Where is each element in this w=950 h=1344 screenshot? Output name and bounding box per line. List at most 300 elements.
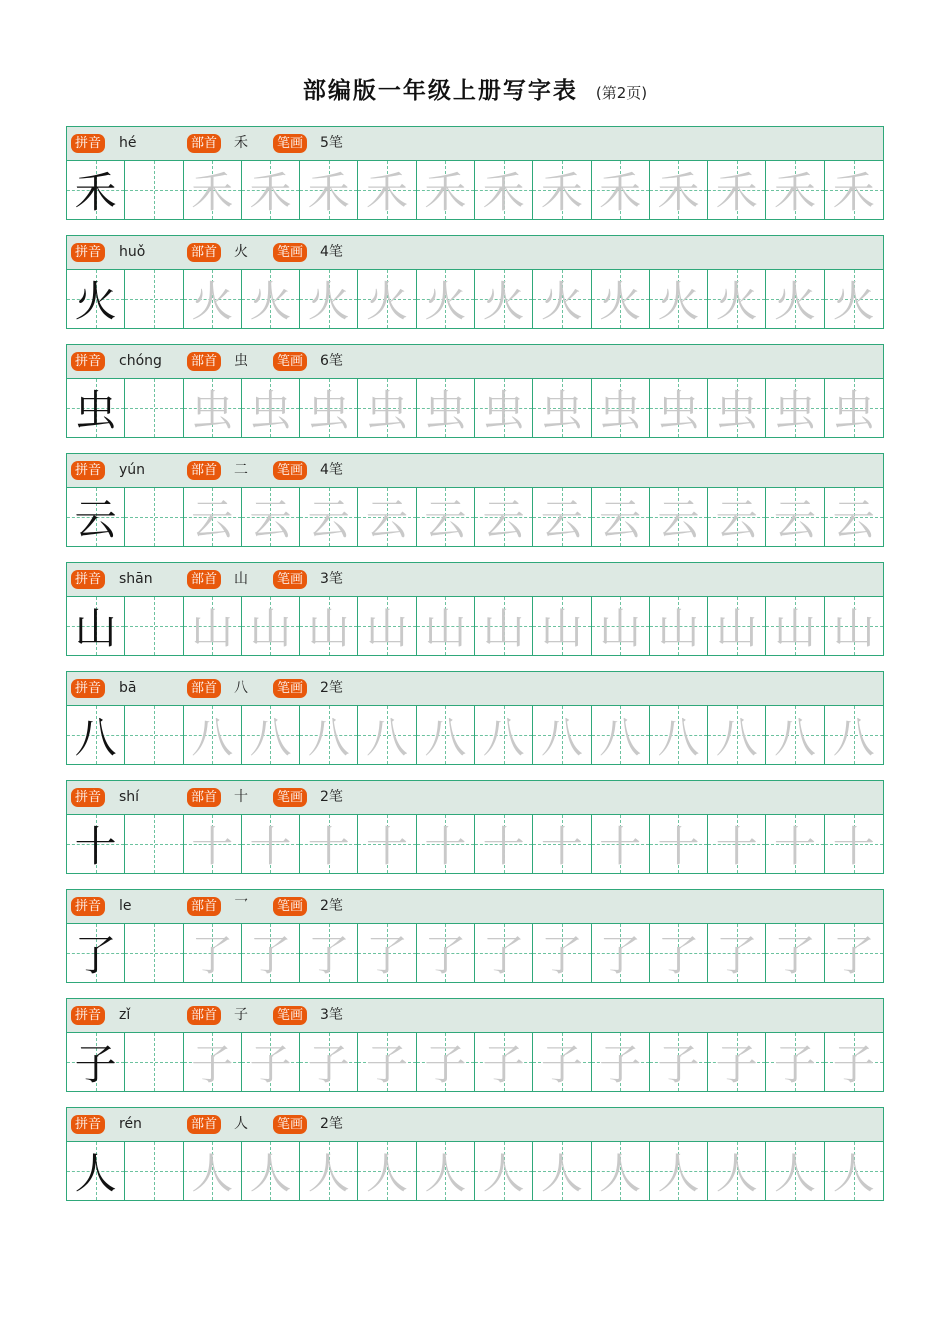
radical-value: 子 <box>234 1007 248 1023</box>
trace-character: 了 <box>715 931 758 980</box>
tracing-cell[interactable] <box>358 1033 416 1091</box>
tracing-cell[interactable] <box>592 706 650 764</box>
radical-value: 禾 <box>234 135 248 151</box>
strokes-value: 2笔 <box>320 680 343 696</box>
model-character-cell <box>67 1033 125 1091</box>
tracing-cell[interactable] <box>592 597 650 655</box>
radical-value: 乛 <box>234 898 248 914</box>
tracing-cell[interactable] <box>125 1033 183 1091</box>
tracing-cell[interactable] <box>825 815 883 873</box>
character-block <box>66 780 884 874</box>
tracing-cell[interactable] <box>184 924 242 982</box>
trace-character: 八 <box>599 713 642 762</box>
tracing-cell[interactable] <box>300 488 358 546</box>
tracing-cell[interactable] <box>125 706 183 764</box>
trace-character: 虫 <box>249 386 292 435</box>
tracing-cell[interactable] <box>650 488 708 546</box>
tracing-cell[interactable] <box>708 1033 766 1091</box>
trace-character: 八 <box>540 713 583 762</box>
trace-character: 八 <box>774 713 817 762</box>
trace-character: 禾 <box>774 168 817 217</box>
trace-character: 人 <box>599 1149 642 1198</box>
strokes-tag: 笔画 <box>273 897 307 916</box>
tracing-cell[interactable] <box>358 161 416 219</box>
trace-character: 虫 <box>191 386 234 435</box>
radical-tag: 部首 <box>187 134 221 153</box>
tracing-cell[interactable] <box>766 597 824 655</box>
tracing-cell[interactable] <box>650 815 708 873</box>
character-block <box>66 562 884 656</box>
trace-character: 了 <box>424 931 467 980</box>
tracing-cell[interactable] <box>592 1142 650 1200</box>
tracing-cell[interactable] <box>125 924 183 982</box>
trace-character: 子 <box>715 1040 758 1089</box>
trace-character: 十 <box>191 822 234 871</box>
tracing-cell[interactable] <box>825 924 883 982</box>
character-block <box>66 344 884 438</box>
tracing-cell[interactable] <box>533 488 591 546</box>
pinyin-value: le <box>119 898 132 914</box>
trace-character: 了 <box>249 931 292 980</box>
trace-character: 云 <box>599 495 642 544</box>
character-info-bar <box>67 890 883 924</box>
tracing-cell[interactable] <box>650 924 708 982</box>
tracing-cell[interactable] <box>184 379 242 437</box>
trace-character: 十 <box>774 822 817 871</box>
model-character: 禾 <box>74 168 117 217</box>
trace-character: 火 <box>249 277 292 326</box>
strokes-tag: 笔画 <box>273 134 307 153</box>
trace-character: 云 <box>424 495 467 544</box>
trace-character: 八 <box>424 713 467 762</box>
trace-character: 了 <box>832 931 875 980</box>
trace-character: 人 <box>774 1149 817 1198</box>
character-info-bar <box>67 1108 883 1142</box>
character-info-bar <box>67 454 883 488</box>
strokes-value: 2笔 <box>320 789 343 805</box>
trace-character: 火 <box>657 277 700 326</box>
tracing-cell[interactable] <box>242 488 300 546</box>
radical-value: 虫 <box>234 353 248 369</box>
trace-character: 子 <box>832 1040 875 1089</box>
tracing-cell[interactable] <box>825 706 883 764</box>
trace-character: 人 <box>715 1149 758 1198</box>
tracing-cell[interactable] <box>417 924 475 982</box>
tracing-cell[interactable] <box>184 1142 242 1200</box>
tracing-cell[interactable] <box>300 379 358 437</box>
trace-character: 云 <box>832 495 875 544</box>
practice-grid-row <box>67 270 883 328</box>
tracing-cell[interactable] <box>592 379 650 437</box>
trace-character: 子 <box>191 1040 234 1089</box>
trace-character: 禾 <box>540 168 583 217</box>
tracing-cell[interactable] <box>417 815 475 873</box>
tracing-cell[interactable] <box>592 488 650 546</box>
model-character: 八 <box>74 713 117 762</box>
tracing-cell[interactable] <box>358 706 416 764</box>
tracing-cell[interactable] <box>592 161 650 219</box>
tracing-cell[interactable] <box>242 1033 300 1091</box>
strokes-value: 2笔 <box>320 1116 343 1132</box>
tracing-cell[interactable] <box>650 161 708 219</box>
tracing-cell[interactable] <box>300 1142 358 1200</box>
trace-character: 十 <box>424 822 467 871</box>
tracing-cell[interactable] <box>708 270 766 328</box>
tracing-cell[interactable] <box>417 379 475 437</box>
trace-character: 火 <box>424 277 467 326</box>
model-character: 火 <box>74 277 117 326</box>
trace-character: 十 <box>307 822 350 871</box>
pinyin-value: rén <box>119 1116 142 1132</box>
tracing-cell[interactable] <box>708 379 766 437</box>
trace-character: 禾 <box>307 168 350 217</box>
radical-value: 山 <box>234 571 248 587</box>
trace-character: 十 <box>540 822 583 871</box>
tracing-cell[interactable] <box>533 270 591 328</box>
tracing-cell[interactable] <box>300 270 358 328</box>
trace-character: 人 <box>482 1149 525 1198</box>
model-character-cell <box>67 488 125 546</box>
tracing-cell[interactable] <box>708 597 766 655</box>
tracing-cell[interactable] <box>650 706 708 764</box>
trace-character: 虫 <box>599 386 642 435</box>
tracing-cell[interactable] <box>125 597 183 655</box>
radical-value: 人 <box>234 1116 248 1132</box>
trace-character: 禾 <box>366 168 409 217</box>
strokes-tag: 笔画 <box>273 570 307 589</box>
pinyin-tag: 拼音 <box>71 1115 105 1134</box>
radical-tag: 部首 <box>187 1115 221 1134</box>
tracing-cell[interactable] <box>650 1033 708 1091</box>
tracing-cell[interactable] <box>766 1142 824 1200</box>
model-character-cell <box>67 597 125 655</box>
pinyin-value: bā <box>119 680 137 696</box>
trace-character: 了 <box>482 931 525 980</box>
tracing-cell[interactable] <box>184 815 242 873</box>
trace-character: 火 <box>715 277 758 326</box>
tracing-cell[interactable] <box>417 1142 475 1200</box>
character-block <box>66 1107 884 1201</box>
trace-character: 火 <box>191 277 234 326</box>
tracing-cell[interactable] <box>300 161 358 219</box>
tracing-cell[interactable] <box>825 270 883 328</box>
radical-tag: 部首 <box>187 352 221 371</box>
tracing-cell[interactable] <box>766 270 824 328</box>
trace-character: 虫 <box>424 386 467 435</box>
tracing-cell[interactable] <box>766 1033 824 1091</box>
tracing-cell[interactable] <box>417 270 475 328</box>
trace-character: 人 <box>249 1149 292 1198</box>
model-character-cell <box>67 161 125 219</box>
trace-character: 山 <box>249 604 292 653</box>
tracing-cell[interactable] <box>475 379 533 437</box>
tracing-cell[interactable] <box>533 597 591 655</box>
tracing-cell[interactable] <box>825 161 883 219</box>
trace-character: 火 <box>482 277 525 326</box>
pinyin-value: shí <box>119 789 140 805</box>
pinyin-tag: 拼音 <box>71 134 105 153</box>
trace-character: 了 <box>774 931 817 980</box>
pinyin-tag: 拼音 <box>71 461 105 480</box>
pinyin-value: zǐ <box>119 1007 131 1023</box>
trace-character: 人 <box>424 1149 467 1198</box>
tracing-cell[interactable] <box>125 1142 183 1200</box>
tracing-cell[interactable] <box>766 924 824 982</box>
tracing-cell[interactable] <box>358 815 416 873</box>
tracing-cell[interactable] <box>475 706 533 764</box>
tracing-cell[interactable] <box>533 161 591 219</box>
trace-character: 云 <box>366 495 409 544</box>
tracing-cell[interactable] <box>475 597 533 655</box>
tracing-cell[interactable] <box>533 706 591 764</box>
trace-character: 子 <box>249 1040 292 1089</box>
character-info-bar <box>67 672 883 706</box>
strokes-value: 4笔 <box>320 462 343 478</box>
tracing-cell[interactable] <box>592 924 650 982</box>
model-character-cell <box>67 270 125 328</box>
tracing-cell[interactable] <box>650 379 708 437</box>
tracing-cell[interactable] <box>708 924 766 982</box>
tracing-cell[interactable] <box>300 597 358 655</box>
tracing-cell[interactable] <box>300 706 358 764</box>
trace-character: 火 <box>774 277 817 326</box>
trace-character: 云 <box>540 495 583 544</box>
model-character-cell <box>67 815 125 873</box>
trace-character: 十 <box>657 822 700 871</box>
practice-grid-row <box>67 706 883 764</box>
tracing-cell[interactable] <box>475 488 533 546</box>
trace-character: 十 <box>482 822 525 871</box>
model-character-cell <box>67 706 125 764</box>
tracing-cell[interactable] <box>708 488 766 546</box>
tracing-cell[interactable] <box>417 161 475 219</box>
pinyin-value: hé <box>119 135 137 151</box>
trace-character: 了 <box>191 931 234 980</box>
tracing-cell[interactable] <box>533 1033 591 1091</box>
strokes-tag: 笔画 <box>273 679 307 698</box>
radical-tag: 部首 <box>187 243 221 262</box>
tracing-cell[interactable] <box>300 815 358 873</box>
tracing-cell[interactable] <box>358 597 416 655</box>
tracing-cell[interactable] <box>475 270 533 328</box>
tracing-cell[interactable] <box>592 1033 650 1091</box>
tracing-cell[interactable] <box>708 706 766 764</box>
trace-character: 云 <box>307 495 350 544</box>
trace-character: 虫 <box>482 386 525 435</box>
tracing-cell[interactable] <box>300 924 358 982</box>
radical-value: 二 <box>234 462 248 478</box>
tracing-cell[interactable] <box>242 270 300 328</box>
practice-grid-row <box>67 161 883 219</box>
trace-character: 山 <box>191 604 234 653</box>
tracing-cell[interactable] <box>533 379 591 437</box>
tracing-cell[interactable] <box>184 597 242 655</box>
trace-character: 火 <box>366 277 409 326</box>
trace-character: 禾 <box>482 168 525 217</box>
trace-character: 人 <box>307 1149 350 1198</box>
trace-character: 虫 <box>307 386 350 435</box>
trace-character: 子 <box>540 1040 583 1089</box>
practice-grid-row <box>67 1033 883 1091</box>
strokes-tag: 笔画 <box>273 461 307 480</box>
tracing-cell[interactable] <box>825 1033 883 1091</box>
tracing-cell[interactable] <box>358 270 416 328</box>
trace-character: 子 <box>774 1040 817 1089</box>
tracing-cell[interactable] <box>650 1142 708 1200</box>
trace-character: 十 <box>599 822 642 871</box>
trace-character: 虫 <box>832 386 875 435</box>
tracing-cell[interactable] <box>825 597 883 655</box>
character-info-bar <box>67 236 883 270</box>
strokes-value: 4笔 <box>320 244 343 260</box>
tracing-cell[interactable] <box>417 597 475 655</box>
model-character: 十 <box>74 822 117 871</box>
tracing-cell[interactable] <box>825 1142 883 1200</box>
tracing-cell[interactable] <box>825 488 883 546</box>
trace-character: 十 <box>832 822 875 871</box>
trace-character: 人 <box>191 1149 234 1198</box>
strokes-value: 6笔 <box>320 353 343 369</box>
radical-tag: 部首 <box>187 788 221 807</box>
trace-character: 人 <box>657 1149 700 1198</box>
trace-character: 了 <box>599 931 642 980</box>
tracing-cell[interactable] <box>184 270 242 328</box>
model-character: 云 <box>74 495 117 544</box>
tracing-cell[interactable] <box>125 815 183 873</box>
trace-character: 禾 <box>715 168 758 217</box>
tracing-cell[interactable] <box>650 597 708 655</box>
page-header <box>0 72 950 105</box>
tracing-cell[interactable] <box>592 815 650 873</box>
practice-grid-row <box>67 597 883 655</box>
trace-character: 火 <box>832 277 875 326</box>
pinyin-tag: 拼音 <box>71 570 105 589</box>
tracing-cell[interactable] <box>475 1033 533 1091</box>
tracing-cell[interactable] <box>475 1142 533 1200</box>
trace-character: 了 <box>657 931 700 980</box>
tracing-cell[interactable] <box>766 815 824 873</box>
tracing-cell[interactable] <box>417 1033 475 1091</box>
tracing-cell[interactable] <box>242 924 300 982</box>
tracing-cell[interactable] <box>184 161 242 219</box>
strokes-tag: 笔画 <box>273 1115 307 1134</box>
pinyin-tag: 拼音 <box>71 897 105 916</box>
tracing-cell[interactable] <box>475 924 533 982</box>
practice-grid-row <box>67 815 883 873</box>
trace-character: 禾 <box>191 168 234 217</box>
tracing-cell[interactable] <box>300 1033 358 1091</box>
pinyin-tag: 拼音 <box>71 1006 105 1025</box>
tracing-cell[interactable] <box>825 379 883 437</box>
tracing-cell[interactable] <box>475 815 533 873</box>
tracing-cell[interactable] <box>358 1142 416 1200</box>
tracing-cell[interactable] <box>708 815 766 873</box>
trace-character: 山 <box>540 604 583 653</box>
strokes-tag: 笔画 <box>273 1006 307 1025</box>
tracing-cell[interactable] <box>242 597 300 655</box>
practice-grid-row <box>67 924 883 982</box>
trace-character: 云 <box>249 495 292 544</box>
tracing-cell[interactable] <box>592 270 650 328</box>
radical-tag: 部首 <box>187 1006 221 1025</box>
radical-value: 火 <box>234 244 248 260</box>
tracing-cell[interactable] <box>184 1033 242 1091</box>
trace-character: 云 <box>774 495 817 544</box>
tracing-cell[interactable] <box>242 379 300 437</box>
tracing-cell[interactable] <box>766 379 824 437</box>
tracing-cell[interactable] <box>184 488 242 546</box>
tracing-cell[interactable] <box>708 161 766 219</box>
tracing-cell[interactable] <box>125 488 183 546</box>
tracing-cell[interactable] <box>766 161 824 219</box>
trace-character: 了 <box>366 931 409 980</box>
strokes-tag: 笔画 <box>273 352 307 371</box>
tracing-cell[interactable] <box>242 161 300 219</box>
tracing-cell[interactable] <box>650 270 708 328</box>
pinyin-value: huǒ <box>119 244 146 260</box>
model-character: 人 <box>74 1149 117 1198</box>
character-info-bar <box>67 563 883 597</box>
practice-grid-row <box>67 488 883 546</box>
tracing-cell[interactable] <box>184 706 242 764</box>
tracing-cell[interactable] <box>358 379 416 437</box>
tracing-cell[interactable] <box>417 706 475 764</box>
tracing-cell[interactable] <box>766 488 824 546</box>
trace-character: 子 <box>366 1040 409 1089</box>
tracing-cell[interactable] <box>242 706 300 764</box>
trace-character: 人 <box>832 1149 875 1198</box>
tracing-cell[interactable] <box>533 815 591 873</box>
tracing-cell[interactable] <box>358 488 416 546</box>
tracing-cell[interactable] <box>708 1142 766 1200</box>
trace-character: 禾 <box>657 168 700 217</box>
model-character: 子 <box>74 1040 117 1089</box>
character-block <box>66 998 884 1092</box>
trace-character: 子 <box>657 1040 700 1089</box>
model-character-cell <box>67 924 125 982</box>
trace-character: 火 <box>307 277 350 326</box>
tracing-cell[interactable] <box>358 924 416 982</box>
radical-tag: 部首 <box>187 570 221 589</box>
tracing-cell[interactable] <box>125 379 183 437</box>
trace-character: 子 <box>307 1040 350 1089</box>
trace-character: 禾 <box>832 168 875 217</box>
page-number-label: (第2页) <box>595 84 648 102</box>
tracing-cell[interactable] <box>125 270 183 328</box>
tracing-cell[interactable] <box>533 1142 591 1200</box>
pinyin-tag: 拼音 <box>71 243 105 262</box>
pinyin-value: chóng <box>119 353 162 369</box>
tracing-cell[interactable] <box>766 706 824 764</box>
trace-character: 人 <box>366 1149 409 1198</box>
radical-tag: 部首 <box>187 897 221 916</box>
trace-character: 山 <box>832 604 875 653</box>
trace-character: 八 <box>657 713 700 762</box>
tracing-cell[interactable] <box>475 161 533 219</box>
tracing-cell[interactable] <box>242 1142 300 1200</box>
trace-character: 禾 <box>599 168 642 217</box>
tracing-cell[interactable] <box>125 161 183 219</box>
trace-character: 十 <box>366 822 409 871</box>
tracing-cell[interactable] <box>417 488 475 546</box>
character-info-bar <box>67 781 883 815</box>
trace-character: 山 <box>424 604 467 653</box>
tracing-cell[interactable] <box>533 924 591 982</box>
trace-character: 十 <box>249 822 292 871</box>
character-block <box>66 126 884 220</box>
tracing-cell[interactable] <box>242 815 300 873</box>
character-block <box>66 453 884 547</box>
